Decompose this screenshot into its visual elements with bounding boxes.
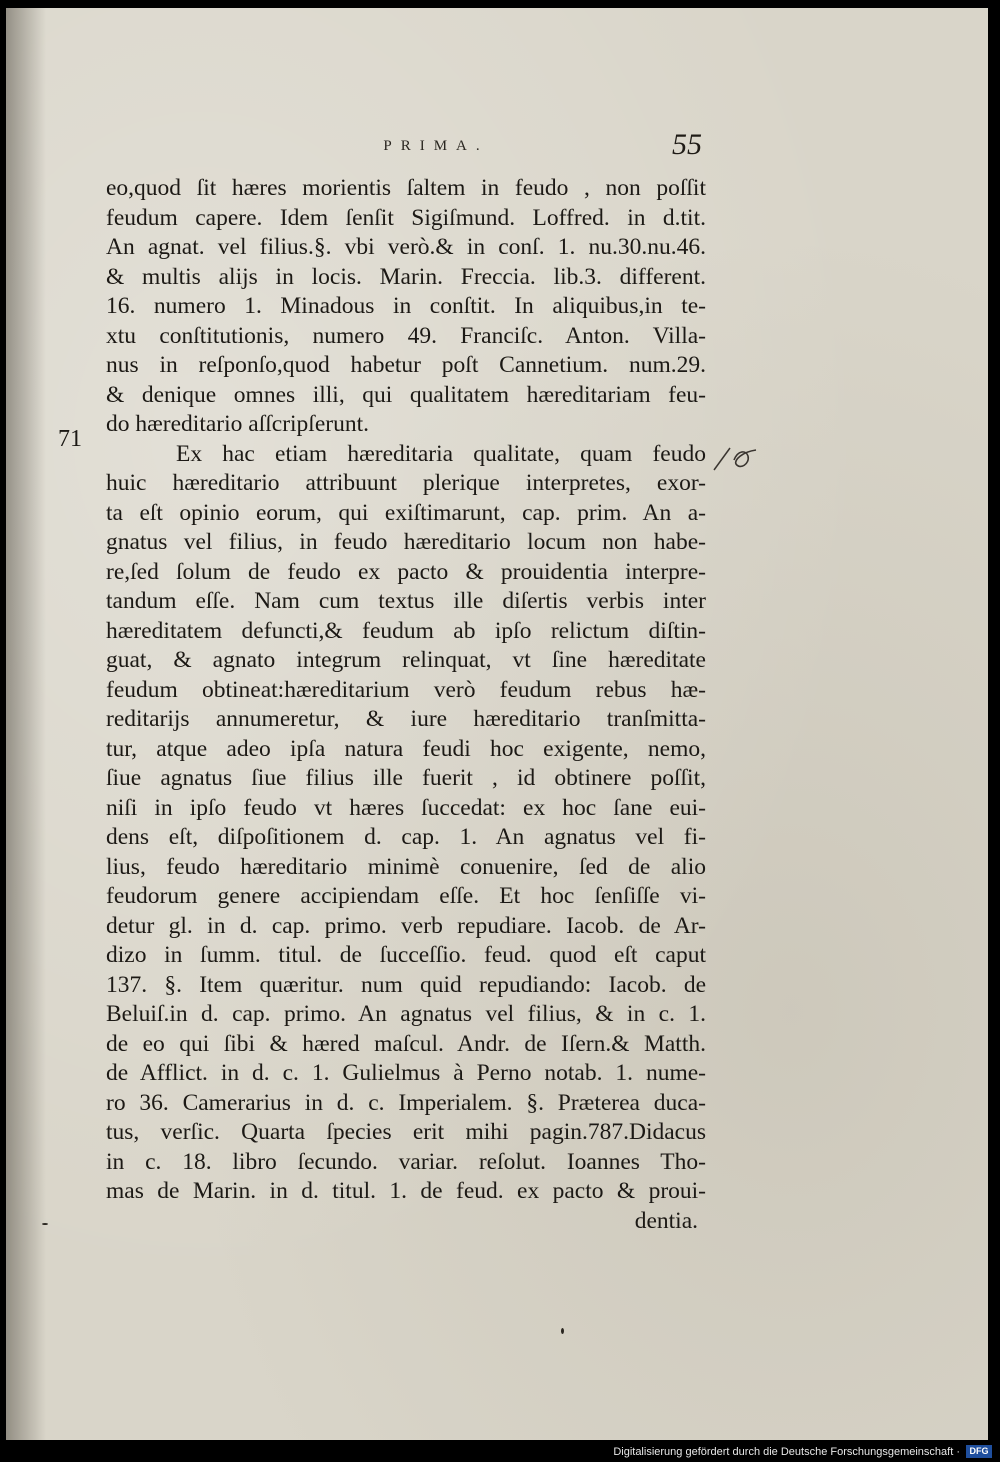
- text-line: tur, atque adeo ipſa natura feudi hoc exigente, nemo,: [106, 735, 706, 762]
- text-line: ſiue agnatus ſiue filius ille fuerit , id obtinere poſſit,: [106, 765, 706, 791]
- text-line: feudorum genere accipiendam eſſe. Et hoc ſenſiſſe vi-: [106, 883, 706, 909]
- text-line: An agnat. vel filius.§. vbi verò.& in conſ. 1. nu.30.nu.46.: [106, 234, 706, 260]
- text-line: nus in reſponſo,quod habetur poſt Cannetium. num.29.: [106, 352, 706, 378]
- text-line: guat, & agnato integrum relinquat, vt ſine hæreditate: [106, 647, 706, 673]
- running-head: [306, 128, 706, 168]
- text-line: ta eſt opinio eorum, qui exiſtimarunt, cap. prim. An a-: [106, 499, 706, 526]
- spine-shadow: [6, 8, 46, 1440]
- text-line: lius, feudo hæreditario minimè conuenire, ſed de alio: [106, 853, 706, 880]
- book-page: [6, 8, 988, 1440]
- text-line: mas de Marin. in d. titul. 1. de feud. ex pacto & proui-: [106, 1178, 706, 1204]
- text-line: de eo qui ſibi & hæred maſcul. Andr. de Iſern.& Matth.: [106, 1030, 706, 1057]
- text-line: de Afflict. in d. c. 1. Gulielmus à Perno notab. 1. nume-: [106, 1060, 706, 1086]
- text-line: feudum obtineat:hæreditarium verò feudum rebus hæ-: [106, 676, 706, 703]
- text-line: in c. 18. libro ſecundo. variar. reſolut. Ioannes Tho-: [106, 1148, 706, 1175]
- page-number: 55: [672, 128, 702, 161]
- text-line: tandum eſſe. Nam cum textus ille diſertis verbis inter: [106, 588, 706, 614]
- text-line: dens eſt, diſpoſitionem d. cap. 1. An agnatus vel fi-: [106, 824, 706, 850]
- text-line: re,ſed ſolum de feudo ex pacto & prouidentia interpre-: [106, 558, 706, 585]
- catchword: dentia.: [634, 1207, 698, 1234]
- text-line: eo,quod ſit hæres morientis ſaltem in feudo , non poſſit: [106, 175, 706, 201]
- body-text: [106, 174, 706, 1236]
- text-line: gnatus vel filius, in feudo hæreditario locum non habe-: [106, 529, 706, 555]
- dfg-logo-icon: DFG: [966, 1445, 992, 1458]
- text-line: reditarijs annumeretur, & iure hæreditario tranſmitta-: [106, 706, 706, 732]
- paper-speck: [42, 1223, 48, 1225]
- text-line: 137. §. Item quæritur. num quid repudiando: Iacob. de: [106, 971, 706, 998]
- text-line: hæreditatem defuncti,& feudum ab ipſo relictum diſtin-: [106, 617, 706, 644]
- text-line: huic hæreditario attribuunt plerique interpretes, exor-: [106, 470, 706, 496]
- text-line: Beluiſ.in d. cap. primo. An agnatus vel filius, & in c. 1.: [106, 1001, 706, 1027]
- footer-credit: Digitalisierung gefördert durch die Deutsche Forschungsgemeinschaft ·: [613, 1446, 960, 1458]
- marginal-number: 71: [58, 426, 82, 452]
- text-line: niſi in ipſo feudo vt hæres ſuccedat: ex hoc ſane eui-: [106, 794, 706, 821]
- text-line: tus, verſic. Quarta ſpecies erit mihi pagin.787.Didacus: [106, 1119, 706, 1145]
- text-line: ro 36. Camerarius in d. c. Imperialem. §. Præterea duca-: [106, 1089, 706, 1116]
- text-line: dizo in ſumm. titul. de ſucceſſio. feud. quod eſt caput: [106, 942, 706, 968]
- text-line: & denique omnes illi, qui qualitatem hæreditariam feu-: [106, 381, 706, 408]
- text-line: detur gl. in d. cap. primo. verb repudiare. Iacob. de Ar-: [106, 912, 706, 939]
- digitization-footer: [0, 1440, 1000, 1462]
- text-line: do hæreditario aſſcripſerunt.: [106, 411, 369, 437]
- handwritten-mark-icon: [712, 440, 762, 476]
- text-line: xtu conſtitutionis, numero 49. Franciſc. Anton. Villa-: [106, 322, 706, 349]
- running-head-title: PRIMA.: [383, 138, 489, 154]
- paper-speck: [561, 1328, 564, 1334]
- text-line: 16. numero 1. Minadous in conſtit. In aliquibus,in te-: [106, 293, 706, 319]
- text-line: feudum capere. Idem ſenſit Sigiſmund. Loffred. in d.tit.: [106, 204, 706, 231]
- text-line: Ex hac etiam hæreditaria qualitate, quam feudo: [176, 440, 706, 467]
- text-line: & multis alijs in locis. Marin. Freccia. lib.3. different.: [106, 263, 706, 290]
